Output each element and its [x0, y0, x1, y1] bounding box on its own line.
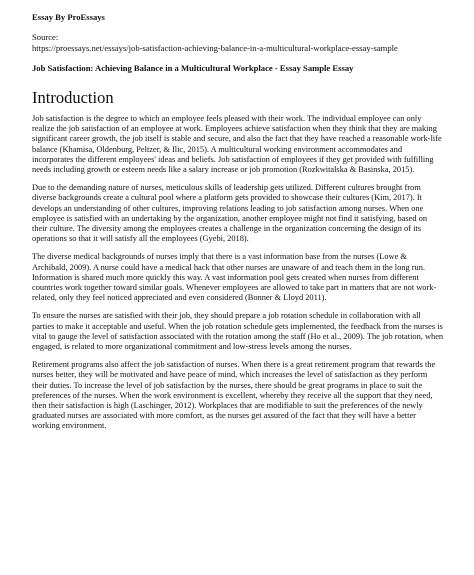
- document-title: Job Satisfaction: Achieving Balance in a Multicultural Workplace - Essay Sample Essay: [32, 63, 354, 73]
- paragraph-2: Due to the demanding nature of nurses, meticulous skills of leadership gets utilized. Different cultures brought from diverse backgrounds create a cultural pool where a platform gets provided to showcase their cultures (Kim, 2017). It develops an understanding of other cultures, improving relations leading to job satisfaction among nurses. When one employee is satisfied with an undertaking by the organization, another employee might not find it satisfying, based on their culture. The diversity among the employees creates a challenge in the organization concerning the design of its operations so that it will satisfy all the employees (Gyebi, 2018).: [32, 183, 428, 244]
- brand-title: Essay By ProEssays: [32, 12, 105, 22]
- paragraph-1: Job satisfaction is the degree to which an employee feels pleased with their work. The individual employee can only realize the job satisfaction of an employee at work. Employees achieve satisfaction when they think that they are making significant career growth, the job itself is stable and secure, and also the fact that they have reached a reasonable work-life balance (Khamisa, Oldenburg, Peltzer, & Ilic, 2015). A multicultural working environment accommodates and incorporates the different employees' ideas and beliefs. Job satisfaction of employees if they get provided with fulfilling needs including growth or esteem needs like a salary increase or job promotion (Rozkwitalska & Basinska, 2015).: [32, 114, 442, 175]
- paragraph-5: Retirement programs also affect the job satisfaction of nurses. When there is a great retirement program that rewards the nurses better, they will be motivated and have peace of mind, which increases the level of satisfaction as they perform their duties. To increase the level of job satisfaction by the nurses, there should be great programs in place to suit the preferences of the nurses. When the work environment is excellent, whereby they receive all the support that they need, then their satisfaction is high (Laschinger, 2012). Workplaces that are modifiable to suit the preferences of the newly graduated nurses are associated with more comfort, as the nurses get assured of the fact that they will have a better working environment.: [32, 360, 436, 431]
- source-url[interactable]: https://proessays.net/essays/job-satisfaction-achieving-balance-in-a-multicultural-workplace-essay-sample: [32, 42, 398, 53]
- section-heading: Introduction: [32, 88, 114, 107]
- source-label: Source:: [32, 32, 59, 42]
- paragraph-3: The diverse medical backgrounds of nurses imply that there is a vast information base from the nurses (Lowe & Archibald, 2009). A nurse could have a medical hack that other nurses are unaware of and teach them in the long run. Information is shared much more quickly this way. A vast information pool gets created when nurses from different countries work together toward similar goals. Whenever employees are allowed to take part in matters that are not work-related, only they feel noticed appreciated and even considered (Bonner & Lloyd 2011).: [32, 252, 437, 303]
- paragraph-4: To ensure the nurses are satisfied with their job, they should prepare a job rotation schedule in collaboration with all parties to make it acceptable and useful. When the job rotation schedule gets implemented, the feedback from the nurses is vital to gauge the level of satisfaction associated with the rotation among the staff (Ho et al., 2009). The job rotation, when engaged, is related to more organizational commitment and low-stress levels among the nurses.: [32, 311, 444, 352]
